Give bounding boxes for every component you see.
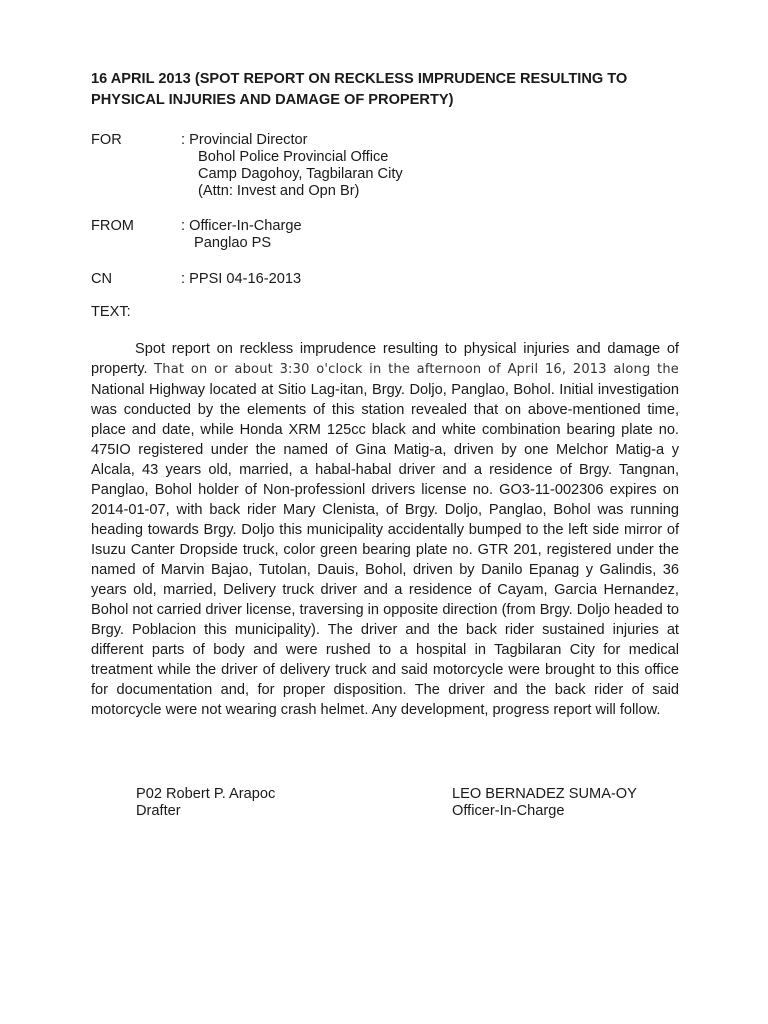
drafter-signature [136,786,275,820]
officer-name: LEO BERNADEZ SUMA-OY [452,786,637,802]
officer-role: Officer-In-Charge [452,803,565,819]
body-part-1: Spot report on reckless imprudence resulting to physical injuries and damage of property. [91,341,679,377]
for-label: FOR [91,132,122,148]
for-line: Camp Dagohoy, Tagbilaran City [198,166,403,182]
from-line: : Officer-In-Charge [181,218,302,234]
report-title: 16 APRIL 2013 (SPOT REPORT ON RECKLESS IMPRUDENCE RESULTING TO PHYSICAL INJURIES AND DAMAGE OF PROPERTY) [91,71,628,108]
from-line: Panglao PS [194,235,272,251]
cn-label: CN [91,271,113,287]
cn-value: : PPSI 04-16-2013 [181,271,302,287]
from-value [181,218,302,252]
drafter-name: P02 Robert P. Arapoc [136,786,276,802]
body-part-2: That on or about 3:30 o'clock in the afternoon of April 16, 2013 along the [147,362,679,377]
report-body [91,339,679,720]
from-label: FROM [91,218,134,234]
for-line: Bohol Police Provincial Office [198,149,389,165]
for-line: (Attn: Invest and Opn Br) [198,183,360,199]
for-value [181,132,403,200]
officer-signature [452,786,637,820]
body-part-3: National Highway located at Sitio Lag-itan, Brgy. Doljo, Panglao, Bohol. Initial investigation was conducted by the elements of this station revealed that on above-mentioned time, place and date, while Honda XRM 125cc black and white combination bearing plate no. 475IO registered under the named of Gina Matig-a, driven by one Melchor Matig-a y Alcala, 43 years old, married, a habal-habal driver and a residence of Brgy. Tangnan, Panglao, Bohol holder of Non-professionl drivers license no. GO3-11-002306 expires on 2014-01-07, with back rider Mary Clenista, of Brgy. Doljo, Panglao, Bohol was running heading towards Brgy. Doljo this municipality accidentally bumped to the left side mirror of Isuzu Canter Dropside truck, color green bearing plate no. GTR 201, registered under the named of Marvin Bajao, Tutolan, Dauis, Bohol, driven by Danilo Epanag y Galindis, 36 years old, married, Delivery truck driver and a residence of Cayam, Garcia Hernandez, Bohol not carried driver license, traversing in opposite direction (from Brgy. Doljo headed to Brgy. Poblacion this municipality). The driver and the back rider sustained injuries at different parts of body and were rushed to a hospital in Tagbilaran City for medical treatment while the driver of delivery truck and said motorcycle were brought to this office for documentation and, for proper disposition. The driver and the back rider of said motorcycle were not wearing crash helmet. Any development, progress report will follow. [91,382,679,718]
for-line: : Provincial Director [181,132,308,148]
drafter-role: Drafter [136,803,181,819]
text-label: TEXT: [91,304,131,320]
